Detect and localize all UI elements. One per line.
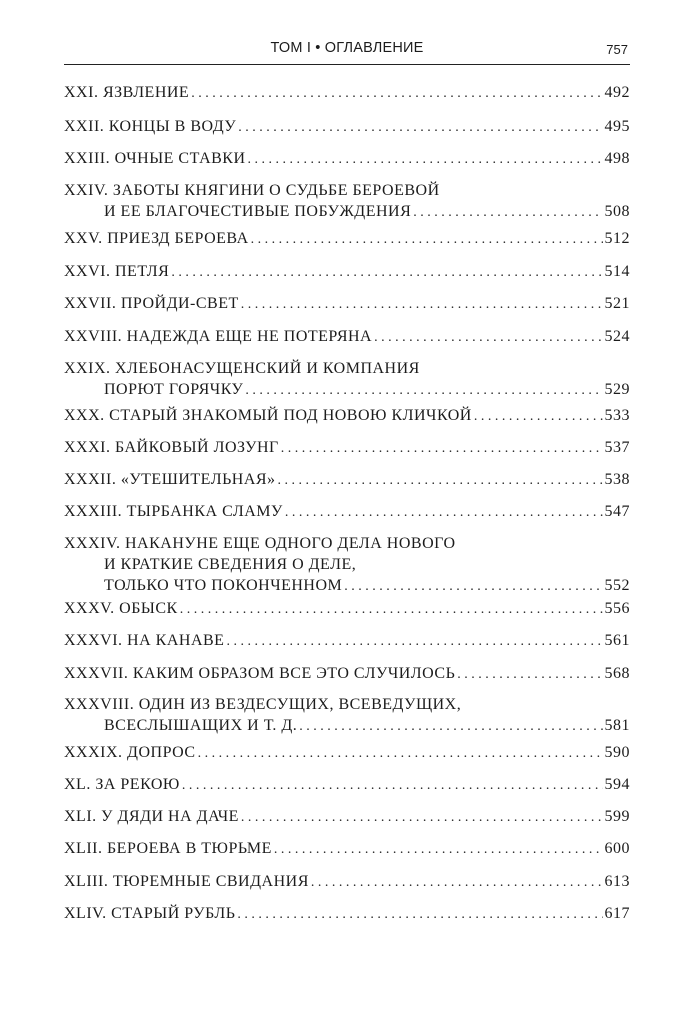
- toc-entry-title: ПОРЮТ ГОРЯЧКУ: [104, 381, 244, 398]
- toc-entry[interactable]: [64, 405, 630, 426]
- toc-entry-page: 613: [604, 873, 630, 890]
- dot-leader: [413, 202, 602, 223]
- dot-leader: [474, 406, 603, 427]
- toc-entry-page: 524: [604, 328, 630, 345]
- toc-entry-title: XXXIV. НАКАНУНЕ ЕЩЕ ОДНОГО ДЕЛА НОВОГО: [64, 535, 456, 552]
- toc-entry-title: XXIX. ХЛЕБОНАСУЩЕНСКИЙ И КОМПАНИЯ: [64, 360, 420, 377]
- toc-entry-page: 568: [604, 665, 630, 682]
- toc-entry-title: XXV. ПРИЕЗД БЕРОЕВА: [64, 230, 249, 247]
- toc-entry-line: [64, 871, 630, 892]
- toc-entry-page: 498: [604, 150, 630, 167]
- dot-leader: [311, 872, 603, 893]
- dot-leader: [171, 262, 602, 283]
- toc-entry-line: [64, 82, 630, 103]
- toc-entry-title: XXVIII. НАДЕЖДА ЕЩЕ НЕ ПОТЕРЯНА: [64, 328, 373, 345]
- dot-leader: [237, 904, 602, 925]
- toc-entry-title: XXI. ЯЗВЛЕНИЕ: [64, 84, 190, 101]
- dot-leader: [457, 664, 602, 685]
- toc-entry-page: 538: [604, 471, 630, 488]
- toc-entry[interactable]: [64, 598, 630, 619]
- toc-entry[interactable]: [64, 148, 630, 169]
- toc-entry[interactable]: [64, 774, 630, 795]
- dot-leader: [344, 576, 602, 597]
- toc-entry-title: XXXI. БАЙКОВЫЙ ЛОЗУНГ: [64, 439, 279, 456]
- toc-entry-title: XXIII. ОЧНЫЕ СТАВКИ: [64, 150, 246, 167]
- toc-entry[interactable]: [64, 630, 630, 651]
- toc-entry-title: XL. ЗА РЕКОЮ: [64, 776, 180, 793]
- toc-entry-page: 552: [604, 577, 630, 594]
- running-title: ТОМ I • ОГЛАВЛЕНИЕ: [270, 40, 424, 56]
- dot-leader: [180, 599, 603, 620]
- toc-entry[interactable]: [64, 180, 630, 222]
- toc-entry-title: XLI. У ДЯДИ НА ДАЧЕ: [64, 808, 239, 825]
- dot-leader: [226, 631, 602, 652]
- toc-entry-page: 547: [604, 503, 630, 520]
- toc-entry-title: XXXVII. КАКИМ ОБРАЗОМ ВСЕ ЭТО СЛУЧИЛОСЬ: [64, 665, 456, 682]
- dot-leader: [278, 470, 603, 491]
- toc-entry-line: [64, 554, 630, 575]
- toc-entry-title: И КРАТКИЕ СВЕДЕНИЯ О ДЕЛЕ,: [104, 556, 357, 573]
- toc-entry-line: [64, 501, 630, 522]
- toc-entry-line: [64, 806, 630, 827]
- toc-entry-page: 600: [604, 840, 630, 857]
- toc-entry-title: XLIII. ТЮРЕМНЫЕ СВИДАНИЯ: [64, 873, 309, 890]
- toc-entry[interactable]: [64, 82, 630, 103]
- toc-entry-page: 529: [604, 381, 630, 398]
- toc-entry[interactable]: [64, 228, 630, 249]
- dot-leader: [245, 380, 602, 401]
- toc-entry-line: [64, 405, 630, 426]
- dot-leader: [238, 117, 602, 138]
- dot-leader: [191, 83, 602, 104]
- toc-entry-page: 581: [604, 717, 630, 734]
- toc-entry-line: [64, 630, 630, 651]
- toc-entry-title: ВСЕСЛЫШАЩИХ И Т. Д.: [104, 717, 298, 734]
- toc-entry[interactable]: [64, 293, 630, 314]
- toc-entry-title: XXXIII. ТЫРБАНКА СЛАМУ: [64, 503, 283, 520]
- toc-entry[interactable]: [64, 501, 630, 522]
- toc-entry-page: 590: [604, 744, 630, 761]
- dot-leader: [274, 839, 603, 860]
- toc-entry[interactable]: [64, 838, 630, 859]
- toc-entry-line: [64, 326, 630, 347]
- toc-entry[interactable]: [64, 903, 630, 924]
- toc-entry[interactable]: [64, 871, 630, 892]
- toc-entry-title: XLII. БЕРОЕВА В ТЮРЬМЕ: [64, 840, 272, 857]
- toc-entry[interactable]: [64, 663, 630, 684]
- toc-entry-line: [64, 469, 630, 490]
- toc-entry-line: [64, 293, 630, 314]
- toc-entry-line: [64, 838, 630, 859]
- toc-entry[interactable]: [64, 742, 630, 763]
- toc-entry-title: XXIV. ЗАБОТЫ КНЯГИНИ О СУДЬБЕ БЕРОЕВОЙ: [64, 182, 440, 199]
- toc-entry[interactable]: [64, 533, 630, 596]
- dot-leader: [198, 743, 603, 764]
- toc-entry-line: [64, 575, 630, 596]
- toc-entry-title: XXXII. «УТЕШИТЕЛЬНАЯ»: [64, 471, 276, 488]
- dot-leader: [248, 149, 603, 170]
- toc-entry[interactable]: [64, 326, 630, 347]
- toc-entry-title: XXXV. ОБЫСК: [64, 600, 178, 617]
- toc-entry-line: [64, 116, 630, 137]
- toc-entry-line: [64, 533, 630, 554]
- toc-entry-page: 561: [604, 632, 630, 649]
- toc-entry-page: 521: [604, 295, 630, 312]
- toc-entry-line: [64, 180, 630, 201]
- toc-entry-line: [64, 358, 630, 379]
- dot-leader: [241, 807, 603, 828]
- toc-entry-line: [64, 715, 630, 736]
- toc-entry-title: XXII. КОНЦЫ В ВОДУ: [64, 118, 237, 135]
- toc-entry-page: 617: [604, 905, 630, 922]
- toc-entry-line: [64, 742, 630, 763]
- toc-entry-line: [64, 228, 630, 249]
- dot-leader: [374, 327, 602, 348]
- toc-entry-page: 492: [604, 84, 630, 101]
- toc-entry-page: 556: [604, 600, 630, 617]
- toc-entry[interactable]: [64, 116, 630, 137]
- toc-entry-page: 514: [604, 263, 630, 280]
- toc-entry[interactable]: [64, 806, 630, 827]
- dot-leader: [241, 294, 603, 315]
- toc-entry-page: 594: [604, 776, 630, 793]
- toc-entry-title: ТОЛЬКО ЧТО ПОКОНЧЕННОМ: [104, 577, 343, 594]
- toc-entry-line: [64, 774, 630, 795]
- toc-entry-title: XXX. СТАРЫЙ ЗНАКОМЫЙ ПОД НОВОЮ КЛИЧКОЙ: [64, 407, 472, 424]
- toc-entry-page: 599: [604, 808, 630, 825]
- toc-entry[interactable]: [64, 469, 630, 490]
- dot-leader: [251, 229, 603, 250]
- dot-leader: [299, 716, 602, 737]
- toc-entry-line: [64, 598, 630, 619]
- toc-entry-line: [64, 437, 630, 458]
- toc-entry-line: [64, 201, 630, 222]
- dot-leader: [281, 438, 603, 459]
- toc-entry-title: И ЕЕ БЛАГОЧЕСТИВЫЕ ПОБУЖДЕНИЯ: [104, 203, 412, 220]
- toc-entry-page: 495: [604, 118, 630, 135]
- toc-entry-page: 537: [604, 439, 630, 456]
- dot-leader: [182, 775, 603, 796]
- toc-entry[interactable]: [64, 261, 630, 282]
- toc-entry-title: XXXVI. НА КАНАВЕ: [64, 632, 225, 649]
- toc-entry-line: [64, 663, 630, 684]
- toc-entry-line: [64, 261, 630, 282]
- toc-entry[interactable]: [64, 358, 630, 400]
- running-header: [64, 36, 630, 65]
- toc-entry-page: 512: [604, 230, 630, 247]
- toc-entry-title: XXVI. ПЕТЛЯ: [64, 263, 170, 280]
- toc-entry-page: 533: [604, 407, 630, 424]
- page-number: 757: [606, 42, 628, 57]
- toc-entry-line: [64, 903, 630, 924]
- toc-entry-line: [64, 148, 630, 169]
- toc-entry-title: XXVII. ПРОЙДИ-СВЕТ: [64, 295, 239, 312]
- toc-entry-title: XXXIX. ДОПРОС: [64, 744, 196, 761]
- toc-entry-line: [64, 694, 630, 715]
- toc-entry[interactable]: [64, 694, 630, 736]
- toc-entry-page: 508: [604, 203, 630, 220]
- dot-leader: [285, 502, 603, 523]
- toc-entry[interactable]: [64, 437, 630, 458]
- toc-entry-title: XLIV. СТАРЫЙ РУБЛЬ: [64, 905, 236, 922]
- toc-entry-line: [64, 379, 630, 400]
- toc-entry-title: XXXVIII. ОДИН ИЗ ВЕЗДЕСУЩИХ, ВСЕВЕДУЩИХ,: [64, 696, 462, 713]
